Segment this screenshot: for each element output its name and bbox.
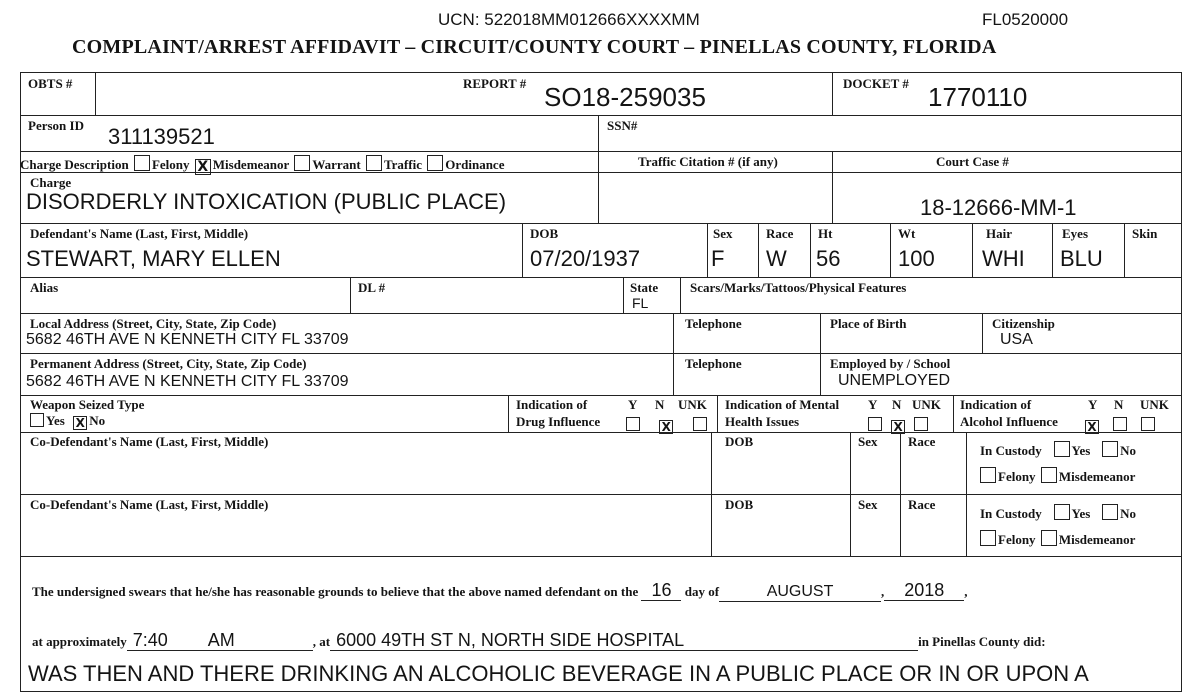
- employed-label: Employed by / School: [830, 356, 951, 371]
- docket-number: 1770110: [928, 82, 1028, 112]
- alcohol-indication-label: Indication of: [960, 397, 1032, 412]
- alcohol-y-checkbox[interactable]: X: [1085, 420, 1099, 434]
- statement-county: in Pinellas County did:: [918, 634, 1046, 649]
- codefendant1-charge-type: [978, 467, 1135, 484]
- codefendant1-misdemeanor-checkbox[interactable]: [1041, 467, 1057, 483]
- report-label: REPORT #: [463, 76, 527, 91]
- alcohol-n-checkbox[interactable]: [1113, 417, 1127, 431]
- citizenship-value: USA: [1000, 331, 1033, 348]
- ordinance-label: Ordinance: [445, 157, 505, 172]
- court-case-label: Court Case #: [936, 154, 1009, 169]
- mental-n-header: N: [892, 397, 902, 412]
- codefendant2-charge-type: [978, 530, 1135, 547]
- dob-value: 07/20/1937: [530, 246, 641, 271]
- local-address-label: Local Address (Street, City, State, Zip Code): [30, 316, 277, 331]
- statement-text: The undersigned swears that he/she has reasonable grounds to believe that the above named defendant on the: [32, 584, 639, 599]
- statement-line2: at approximately 7:40 AM , at 6000 49TH ST N, NORTH SIDE HOSPITAL in Pinellas County did:: [32, 630, 1046, 650]
- alcohol-unk-checkbox[interactable]: [1141, 417, 1155, 431]
- codefendant1-felony-label: Felony: [998, 469, 1036, 484]
- mental-y-header: Y: [868, 397, 878, 412]
- defendant-name-value: STEWART, MARY ELLEN: [26, 246, 281, 271]
- alcohol-influence-label: Alcohol Influence: [960, 414, 1058, 429]
- statement-year: 2018: [884, 580, 964, 601]
- statement-ampm: AM: [207, 630, 235, 650]
- eyes-value: BLU: [1060, 246, 1103, 271]
- codefendant2-misdemeanor-label: Misdemeanor: [1058, 532, 1136, 547]
- weight-value: 100: [898, 246, 935, 271]
- statement-location: 6000 49TH ST N, NORTH SIDE HOSPITAL: [330, 630, 918, 651]
- mental-health-label: Health Issues: [725, 414, 800, 429]
- mental-y-checkbox[interactable]: [868, 417, 882, 431]
- codefendant2-name-label: Co-Defendant's Name (Last, First, Middle): [30, 497, 269, 512]
- felony-label: Felony: [151, 157, 190, 172]
- alcohol-n-header: N: [1114, 397, 1124, 412]
- height-value: 56: [816, 246, 841, 271]
- charge-label: Charge: [30, 175, 72, 190]
- mental-n-checkbox[interactable]: X: [891, 420, 905, 434]
- ssn-label: SSN#: [607, 118, 638, 133]
- drug-y-header: Y: [628, 397, 638, 412]
- alcohol-checkboxes: [1083, 414, 1157, 434]
- alcohol-unk-header: UNK: [1140, 397, 1169, 412]
- codefendant1-custody-no-label: No: [1120, 443, 1136, 458]
- codefendant2-dob-label: DOB: [725, 497, 754, 512]
- codefendant2-felony-label: Felony: [998, 532, 1036, 547]
- felony-checkbox[interactable]: [134, 155, 150, 171]
- traffic-citation-label: Traffic Citation # (if any): [638, 154, 778, 169]
- weapon-yes-label: Yes: [46, 413, 65, 428]
- race-label: Race: [766, 226, 794, 241]
- codefendant2-custody-label: In Custody: [980, 506, 1042, 521]
- traffic-label: Traffic: [383, 157, 422, 172]
- alcohol-y-header: Y: [1088, 397, 1098, 412]
- drug-indication-label: Indication of: [516, 397, 588, 412]
- codefendant2-race-label: Race: [908, 497, 936, 512]
- statement-day: 16: [641, 580, 681, 601]
- statement-at: at: [319, 634, 331, 649]
- scars-label: Scars/Marks/Tattoos/Physical Features: [690, 280, 907, 295]
- local-address-value: 5682 46TH AVE N KENNETH CITY FL 33709: [26, 331, 349, 348]
- drug-checkboxes: [624, 414, 709, 434]
- codefendant2-custody-no-checkbox[interactable]: [1102, 504, 1118, 520]
- codefendant1-felony-checkbox[interactable]: [980, 467, 996, 483]
- misdemeanor-label: Misdemeanor: [212, 157, 290, 172]
- ucn-number: UCN: 522018MM012666XXXXMM: [438, 10, 700, 29]
- charge-description-row: [20, 155, 504, 175]
- codefendant2-misdemeanor-checkbox[interactable]: [1041, 530, 1057, 546]
- codefendant1-custody-no-checkbox[interactable]: [1102, 441, 1118, 457]
- statement-time: 7:40: [132, 630, 168, 650]
- drug-influence-label: Drug Influence: [516, 414, 601, 429]
- charge-value: DISORDERLY INTOXICATION (PUBLIC PLACE): [26, 189, 507, 214]
- codefendant1-sex-label: Sex: [858, 434, 878, 449]
- dl-label: DL #: [358, 280, 386, 295]
- codefendant2-custody-yes-checkbox[interactable]: [1054, 504, 1070, 520]
- weapon-no-label: No: [89, 413, 106, 428]
- weapon-seized-label: Weapon Seized Type: [30, 397, 145, 412]
- codefendant1-custody-yes-label: Yes: [1071, 443, 1091, 458]
- weapon-yes-checkbox[interactable]: [30, 413, 44, 427]
- hair-label: Hair: [986, 226, 1012, 241]
- docket-label: DOCKET #: [843, 76, 909, 91]
- weapon-options: [28, 413, 105, 430]
- codefendant1-dob-label: DOB: [725, 434, 754, 449]
- state-value: FL: [632, 295, 649, 311]
- ori-number: FL0520000: [982, 10, 1069, 29]
- drug-n-checkbox[interactable]: X: [659, 420, 673, 434]
- codefendant1-misdemeanor-label: Misdemeanor: [1058, 469, 1136, 484]
- employed-value: UNEMPLOYED: [838, 372, 951, 389]
- warrant-label: Warrant: [312, 157, 361, 172]
- traffic-checkbox[interactable]: [366, 155, 382, 171]
- warrant-checkbox[interactable]: [294, 155, 310, 171]
- codefendant2-custody: [980, 504, 1136, 521]
- drug-unk-checkbox[interactable]: [693, 417, 707, 431]
- mental-unk-header: UNK: [912, 397, 941, 412]
- codefendant1-custody-label: In Custody: [980, 443, 1042, 458]
- mental-checkboxes: [866, 414, 930, 434]
- person-id-label: Person ID: [28, 118, 84, 133]
- state-label: State: [630, 280, 659, 295]
- codefendant2-custody-yes-label: Yes: [1071, 506, 1091, 521]
- permanent-address-value: 5682 46TH AVE N KENNETH CITY FL 33709: [26, 373, 349, 390]
- place-of-birth-label: Place of Birth: [830, 316, 907, 331]
- obts-label: OBTS #: [28, 76, 73, 91]
- weight-label: Wt: [898, 226, 916, 241]
- ordinance-checkbox[interactable]: [427, 155, 443, 171]
- form-title: COMPLAINT/ARREST AFFIDAVIT – CIRCUIT/COUNTY COURT – PINELLAS COUNTY, FLORIDA: [72, 36, 997, 58]
- report-number: SO18-259035: [544, 82, 706, 112]
- height-label: Ht: [818, 226, 833, 241]
- codefendant1-race-label: Race: [908, 434, 936, 449]
- codefendant1-custody: [980, 441, 1136, 458]
- statement-narrative: WAS THEN AND THERE DRINKING AN ALCOHOLIC BEVERAGE IN A PUBLIC PLACE OR IN OR UPON A: [28, 661, 1089, 686]
- codefendant2-custody-no-label: No: [1120, 506, 1136, 521]
- drug-n-header: N: [655, 397, 665, 412]
- person-id-value: 311139521: [108, 124, 215, 149]
- permanent-address-label: Permanent Address (Street, City, State, Zip Code): [30, 356, 307, 371]
- mental-unk-checkbox[interactable]: [914, 417, 928, 431]
- skin-label: Skin: [1132, 226, 1158, 241]
- statement-month: AUGUST: [719, 583, 881, 602]
- sex-label: Sex: [713, 226, 733, 241]
- statement-line1: The undersigned swears that he/she has reasonable grounds to believe that the above named defendant on the 16 day of AUGUST , 2018 ,: [32, 580, 968, 600]
- misdemeanor-checkbox[interactable]: X: [195, 159, 211, 175]
- codefendant1-name-label: Co-Defendant's Name (Last, First, Middle): [30, 434, 269, 449]
- statement-at-approx: at approximately: [32, 634, 127, 649]
- alias-label: Alias: [30, 280, 59, 295]
- codefendant1-custody-yes-checkbox[interactable]: [1054, 441, 1070, 457]
- eyes-label: Eyes: [1062, 226, 1088, 241]
- court-case-value: 18-12666-MM-1: [920, 195, 1077, 220]
- charge-description-label: Charge Description: [20, 157, 129, 172]
- sex-value: F: [711, 246, 725, 271]
- drug-y-checkbox[interactable]: [626, 417, 640, 431]
- codefendant2-sex-label: Sex: [858, 497, 878, 512]
- mental-indication-label: Indication of Mental: [725, 397, 840, 412]
- dob-label: DOB: [530, 226, 559, 241]
- statement-time-ampm: [127, 630, 313, 651]
- codefendant2-felony-checkbox[interactable]: [980, 530, 996, 546]
- defendant-name-label: Defendant's Name (Last, First, Middle): [30, 226, 249, 241]
- hair-value: WHI: [982, 246, 1025, 271]
- permanent-telephone-label: Telephone: [685, 356, 742, 371]
- citizenship-label: Citizenship: [992, 316, 1055, 331]
- local-telephone-label: Telephone: [685, 316, 742, 331]
- drug-unk-header: UNK: [678, 397, 707, 412]
- race-value: W: [766, 246, 787, 271]
- weapon-no-checkbox[interactable]: X: [73, 416, 87, 430]
- statement-day-of: day of: [684, 584, 720, 599]
